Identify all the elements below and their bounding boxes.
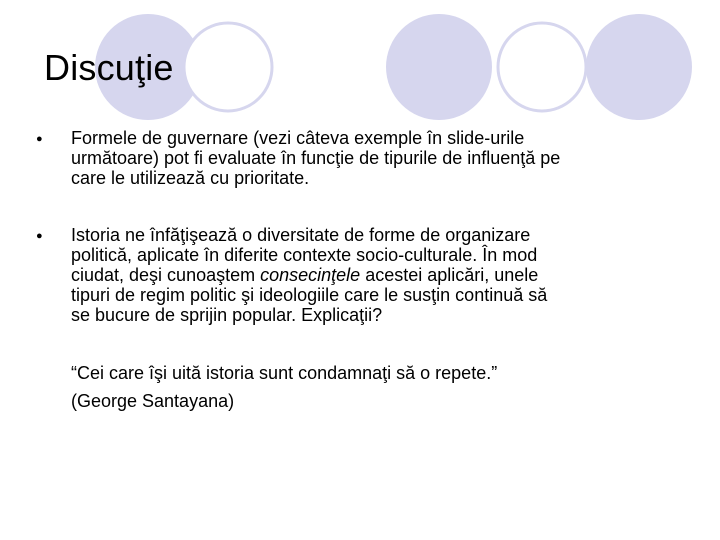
bullet-1-line-2: următoare) pot fi evaluate în funcţie de tipurile de influenţă pe <box>71 148 561 168</box>
bullet-dot-2: ● <box>36 230 43 242</box>
emphasized-word: consecinţele <box>260 265 361 285</box>
bullet-text-1 <box>71 128 691 188</box>
bullet-2-line-5: se bucure de sprijin popular. Explicaţii? <box>71 305 383 325</box>
bullet-text-2 <box>71 225 691 325</box>
bullet-2-line-1: Istoria ne înfăţişează o diversitate de forme de organizare <box>71 225 531 245</box>
quote-author: (George Santayana) <box>71 391 235 411</box>
bullet-2-line-4: tipuri de regim politic şi ideologiile care le susţin continuă să <box>71 285 548 305</box>
bullet-2-line-2: politică, aplicate în diferite contexte socio-culturale. În mod <box>71 245 538 265</box>
quote-text: “Cei care îşi uită istoria sunt condamnaţi să o repete.” <box>71 363 498 383</box>
bullet-2-line-3 <box>71 265 691 285</box>
bullet-2-line-3-end: acestei aplicări, unele <box>360 265 539 285</box>
bullet-dot-1: ● <box>36 133 43 145</box>
slide-title: Discuţie <box>44 47 174 88</box>
bullet-1-line-3: care le utilizează cu prioritate. <box>71 168 310 188</box>
quote-block <box>71 359 691 415</box>
bullet-2-line-3-start: ciudat, deşi cunoaştem <box>71 265 261 285</box>
bullet-1-line-1: Formele de guvernare (vezi câteva exemple în slide-urile <box>71 128 525 148</box>
